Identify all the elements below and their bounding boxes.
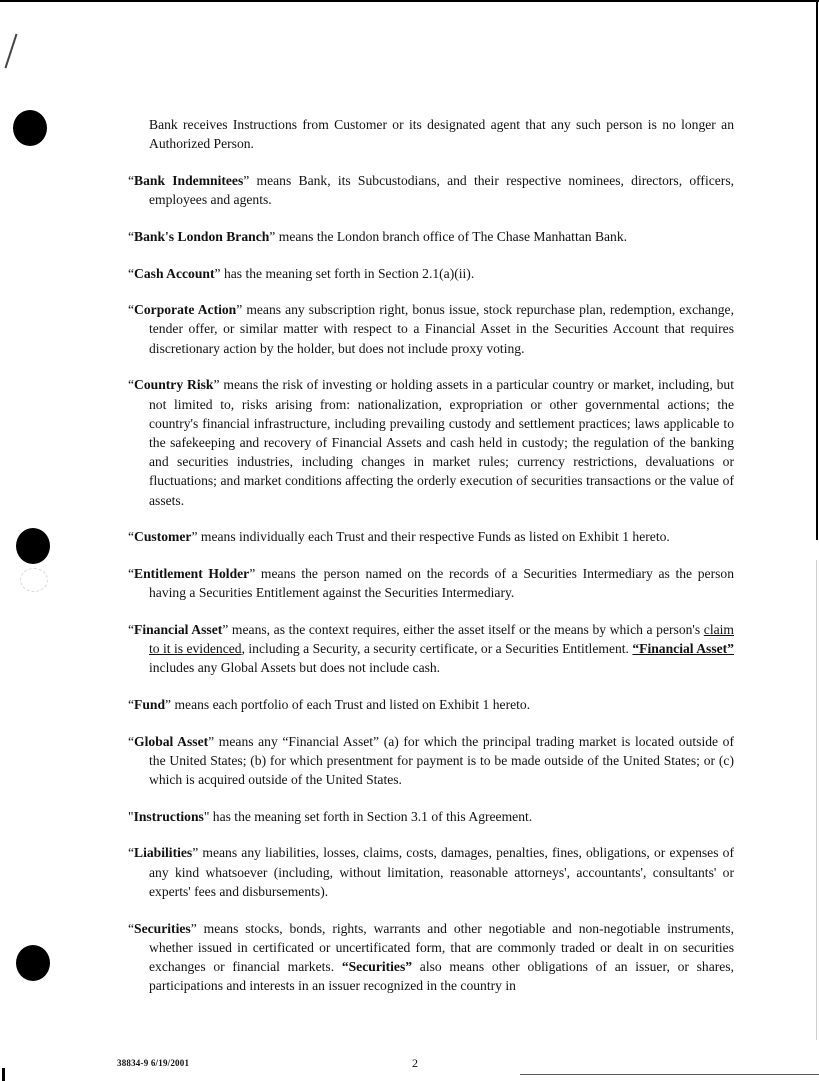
scan-right-border-faint bbox=[816, 560, 817, 1040]
defined-term: Financial Asset bbox=[134, 621, 223, 637]
defined-term: Bank Indemnitees bbox=[134, 172, 244, 188]
definition-customer: “Customer” means individually each Trust and their respective Funds as listed on Exhibit 1 hereto. bbox=[128, 529, 670, 545]
definition-corporate-action: “Corporate Action” means any subscription right, bonus issue, stock repurchase plan, redemption, exchange, tender offer, or similar matter with respect to a Financial Asset in the Securities Account that requires discretionary action by the holder, but does not include proxy voting. bbox=[128, 302, 734, 356]
definition-country-risk: “Country Risk” means the risk of investing or holding assets in a particular country or market, including, but not limited to, risks arising from: nationalization, expropriation or other governmental actions; the country's financial infrastructure, including prevailing custody and settlement practices; laws applicable to the safekeeping and recovery of Financial Assets and cash held in custody; the regulation of the banking and securities industries, including changes in market rules; currency restrictions, devaluations or fluctuations; and market conditions affecting the orderly execution of securities transactions or the value of assets. bbox=[128, 377, 735, 508]
defined-term: Fund bbox=[134, 696, 166, 712]
scan-corner-mark bbox=[2, 1068, 5, 1081]
punch-hole-icon bbox=[13, 110, 47, 146]
defined-term: Bank's London Branch bbox=[134, 228, 270, 244]
definition-bank-indemnitees: “Bank Indemnitees” means Bank, its Subcustodians, and their respective nominees, directors, officers, employees and agents. bbox=[128, 172, 735, 208]
definition-liabilities: “Liabilities” means any liabilities, losses, claims, costs, damages, penalties, fines, obligations, or expenses of any kind whatsoever (including, without limitation, reasonable attorneys', accountants', consultants' or experts' fees and disbursements). bbox=[128, 845, 734, 899]
underlined-phrase: claim to it is evidenced bbox=[149, 621, 734, 657]
defined-term: Global Asset bbox=[134, 733, 209, 749]
document-id: 38834-9 6/19/2001 bbox=[117, 1058, 190, 1068]
defined-term: “Financial Asset” bbox=[632, 641, 734, 657]
punch-hole-shadow bbox=[20, 568, 48, 592]
defined-term: Securities bbox=[134, 920, 191, 936]
definition-banks-london-branch: “Bank's London Branch” means the London branch office of The Chase Manhattan Bank. bbox=[128, 228, 628, 244]
defined-term: Country Risk bbox=[134, 377, 214, 393]
definition-entitlement-holder: “Entitlement Holder” means the person named on the records of a Securities Intermediary as the person having a Securities Entitlement against the Securities Intermediary. bbox=[128, 565, 734, 601]
page-number: 2 bbox=[412, 1056, 418, 1070]
defined-term: Corporate Action bbox=[134, 302, 237, 318]
defined-term: “Securities” bbox=[341, 959, 413, 974]
definition-financial-asset: “Financial Asset” means, as the context requires, either the asset itself or the means by which a person's claim to it is evidenced, including a Security, a security certificate, or a Securities Entitlement. “Financial Asset” includes any Global Assets but does not include cash. bbox=[128, 621, 734, 676]
definition-instructions: "Instructions" has the meaning set forth in Section 3.1 of this Agreement. bbox=[128, 808, 533, 824]
definition-fund: “Fund” means each portfolio of each Trust and listed on Exhibit 1 hereto. bbox=[128, 696, 531, 712]
punch-hole-icon bbox=[16, 528, 50, 564]
defined-term: Liabilities bbox=[134, 845, 193, 861]
definition-global-asset: “Global Asset” means any “Financial Asset” (a) for which the principal trading market is located outside of the United States; (b) for which presentment for payment is to be made outside of the United States; or (c) which is acquired outside of the United States. bbox=[128, 733, 734, 788]
scan-right-border bbox=[816, 0, 818, 540]
definitions-body bbox=[128, 115, 734, 1013]
punch-hole-icon bbox=[16, 945, 50, 981]
definition-securities: “Securities” means stocks, bonds, rights, warrants and other negotiable and non-negotiable instruments, whether issued in certificated or uncertificated form, that are commonly traded or dealt in on securities exchanges or financial markets. “Securities” also means other obligations of an issuer, or shares, participations and interests in an issuer recognized in the country in bbox=[128, 920, 734, 994]
pen-mark bbox=[4, 34, 17, 69]
definition-cash-account: “Cash Account” has the meaning set forth in Section 2.1(a)(ii). bbox=[128, 265, 475, 281]
scan-top-border bbox=[0, 0, 819, 2]
defined-term: Instructions bbox=[133, 808, 204, 824]
defined-term: Entitlement Holder bbox=[134, 565, 250, 581]
defined-term: Customer bbox=[134, 529, 192, 545]
defined-term: Cash Account bbox=[134, 265, 215, 281]
continuation-paragraph: Bank receives Instructions from Customer or its designated agent that any such person is no longer an Authorized Person. bbox=[149, 117, 734, 152]
scan-bottom-border bbox=[520, 1074, 819, 1075]
